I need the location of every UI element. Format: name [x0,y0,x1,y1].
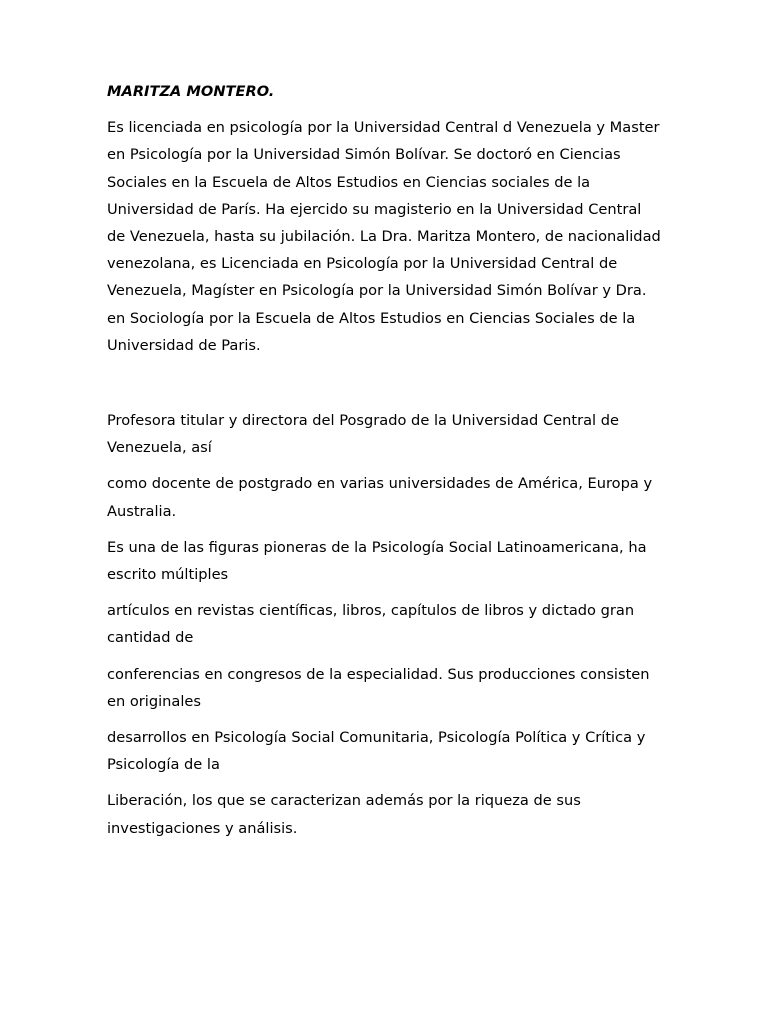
document-title: MARITZA MONTERO. [107,83,275,100]
career-paragraph-4: artículos en revistas científicas, libros, capítulos de libros y dictado gran cantidad de [107,602,635,647]
career-paragraph-1: Profesora titular y directora del Posgrado de la Universidad Central de Venezuela, así [107,412,619,457]
career-paragraph-7: Liberación, los que se caracterizan además por la riqueza de sus investigaciones y análisis. [107,792,581,837]
career-paragraph-2: como docente de postgrado en varias universidades de América, Europa y Australia. [107,475,653,520]
biography-paragraph: Es licenciada en psicología por la Universidad Central d Venezuela y Master en Psicología por la Universidad Simón Bolívar. Se doctoró en Ciencias Sociales en la Escuela de Altos Estudios en Ciencias sociales de la Universidad de París. Ha ejercido su magisterio en la Universidad Central de Venezuela, hasta su jubilación. La Dra. Maritza Montero, de nacionalidad venezolana, es Licenciada en Psicología por la Universidad Central de Venezuela, Magíster en Psicología por la Universidad Simón Bolívar y Dra. en Sociología por la Escuela de Altos Estudios en Ciencias Sociales de la Universidad de Paris. [107,119,661,354]
career-paragraph-5: conferencias en congresos de la especialidad. Sus producciones consisten en originales [107,665,650,710]
document-body [107,78,663,851]
career-paragraph-6: desarrollos en Psicología Social Comunitaria, Psicología Política y Crítica y Psicología de la [107,729,646,774]
career-paragraph-3: Es una de las figuras pioneras de la Psicología Social Latinoamericana, ha escrito múltiples [107,538,647,584]
paragraph-spacer [107,368,663,407]
